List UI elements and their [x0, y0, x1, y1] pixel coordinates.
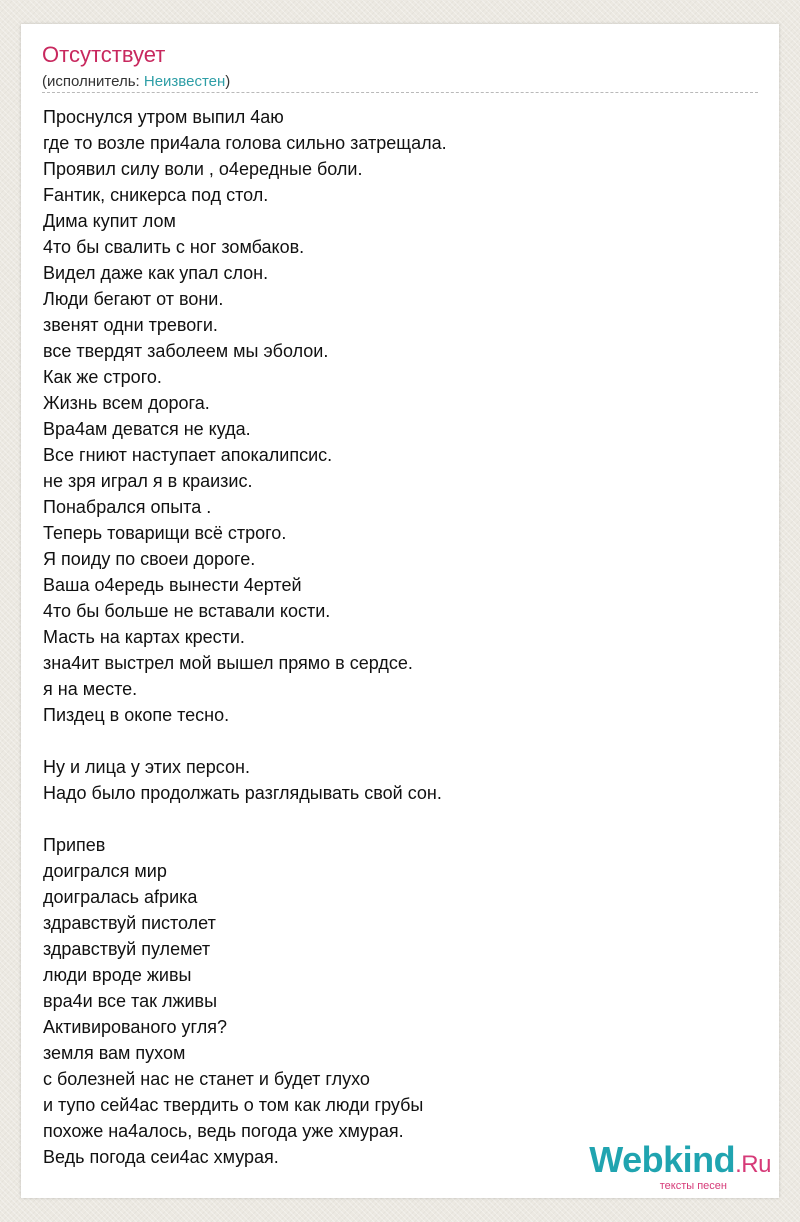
- lyric-line: доигралась аfрика: [43, 887, 198, 907]
- artist-suffix: ): [225, 73, 231, 90]
- lyrics-body: [43, 104, 447, 1170]
- logo-name: Webkind: [589, 1139, 736, 1180]
- lyric-line: Вра4ам деватся не куда.: [43, 419, 251, 439]
- lyric-line: люди вроде живы: [43, 965, 192, 985]
- lyric-line: Активированого угля?: [43, 1017, 227, 1037]
- lyric-line: звенят одни тревоги.: [43, 315, 218, 335]
- site-logo[interactable]: [589, 1139, 771, 1192]
- lyric-line: Ваша о4ередь вынести 4ертей: [43, 575, 302, 595]
- lyric-line: Fантик, сникерса под стол.: [43, 185, 269, 205]
- lyric-line: Проявил силу воли , о4ередные боли.: [43, 159, 363, 179]
- lyric-line: Все гниют наступает апокалипсис.: [43, 445, 333, 465]
- lyric-line: Понабрался опыта .: [43, 497, 212, 517]
- lyrics-card: [21, 24, 779, 1198]
- lyric-line: Дима купит лом: [43, 211, 176, 231]
- lyric-line: зна4ит выстрел мой вышел прямо в сердсе.: [43, 653, 413, 673]
- divider: [42, 92, 758, 93]
- lyric-blank-line: [43, 806, 447, 832]
- lyric-line: Я поиду по своеи дороге.: [43, 549, 256, 569]
- lyric-line: Жизнь всем дорога.: [43, 393, 210, 413]
- song-title: Отсутствует: [42, 42, 166, 67]
- lyric-line: Пиздец в окопе тесно.: [43, 705, 230, 725]
- lyric-line: я на месте.: [43, 679, 138, 699]
- lyric-line: Видел даже как упал слон.: [43, 263, 269, 283]
- lyric-line: вра4и все так лживы: [43, 991, 218, 1011]
- lyric-line: и тупо сей4ас твердить о том как люди грубы: [43, 1095, 424, 1115]
- lyric-line: не зря играл я в краизис.: [43, 471, 253, 491]
- lyric-blank-line: [43, 728, 447, 754]
- lyric-line: Люди бегают от вони.: [43, 289, 224, 309]
- lyric-line: все твердят заболеем мы эболои.: [43, 341, 329, 361]
- logo-tagline: тексты песен: [659, 1180, 727, 1192]
- lyric-line: Ведь погода сеи4ас хмурая.: [43, 1147, 279, 1167]
- logo-tld: .Ru: [735, 1151, 771, 1178]
- lyric-line: Надо было продолжать разглядывать свой сон.: [43, 783, 442, 803]
- lyric-line: Теперь товарищи всё строго.: [43, 523, 287, 543]
- lyric-line: Как же строго.: [43, 367, 162, 387]
- lyric-line: доигрался мир: [43, 861, 167, 881]
- lyric-line: Проснулся утром выпил 4аю: [43, 107, 284, 127]
- lyric-line: Ну и лица у этих персон.: [43, 757, 250, 777]
- lyric-line: где то возле при4ала голова сильно затрещала.: [43, 133, 447, 153]
- lyric-line: здравствуй пулемет: [43, 939, 211, 959]
- artist-prefix: (исполнитель:: [42, 73, 144, 90]
- lyric-line: 4то бы свалить с ног зомбаков.: [43, 237, 305, 257]
- lyric-line: похоже на4алось, ведь погода уже хмурая.: [43, 1121, 404, 1141]
- artist-link[interactable]: Неизвестен: [143, 73, 226, 90]
- lyric-line: Припев: [43, 835, 106, 855]
- lyric-line: земля вам пухом: [43, 1043, 186, 1063]
- artist-line: [42, 73, 230, 91]
- logo-wordmark: [589, 1139, 771, 1183]
- lyric-line: 4то бы больше не вставали кости.: [43, 601, 331, 621]
- lyric-line: с болезней нас не станет и будет глухо: [43, 1069, 370, 1089]
- lyric-line: здравствуй пистолет: [43, 913, 216, 933]
- lyric-line: Масть на картах крести.: [43, 627, 245, 647]
